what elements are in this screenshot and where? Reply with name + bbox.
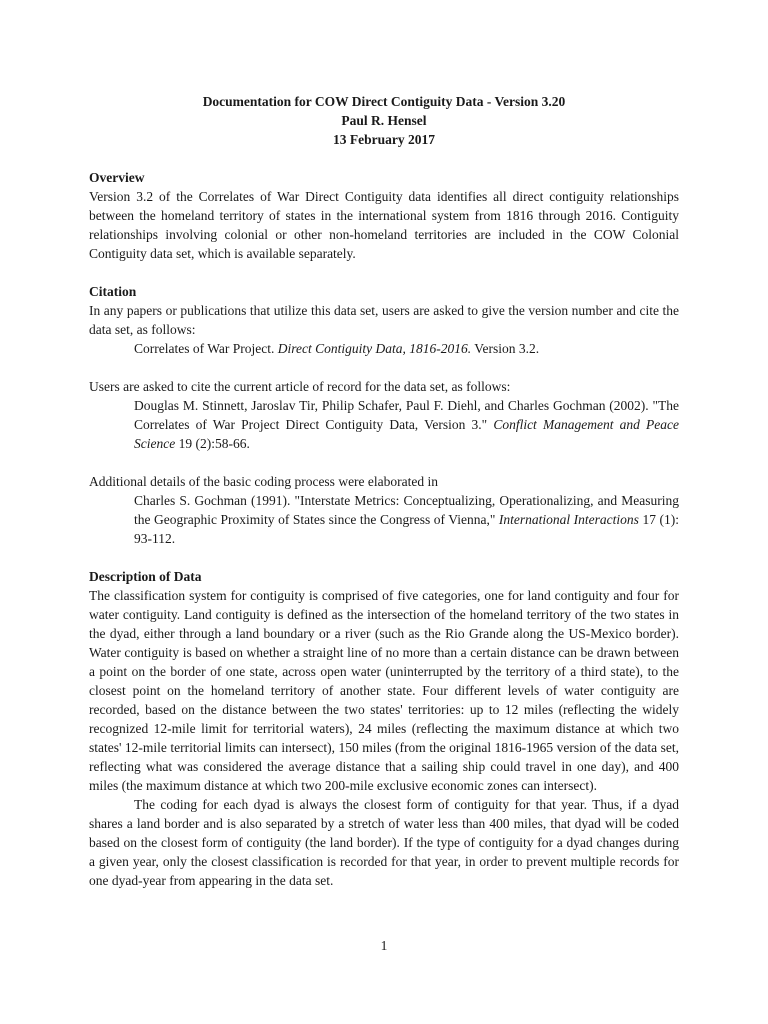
citation-intro: In any papers or publications that utilize this data set, users are asked to give the version number and cite the data set, as follows: [89, 303, 679, 337]
article-citation-journal: Conflict Management and Peace Science [134, 417, 679, 451]
additional-citation-author: Charles S. Gochman (1991). "Interstate Metrics: Conceptualizing, Operationalizing, and Measuring the Geographic Proximity of States since the Congress of Vienna," [134, 493, 679, 527]
document-author: Paul R. Hensel [341, 113, 427, 128]
additional-citation-journal: International Interactions [498, 512, 639, 527]
title-block [89, 92, 679, 149]
overview-heading: Overview [89, 170, 145, 185]
additional-citation-rest: 17 (1): 93-112. [134, 512, 679, 546]
article-intro: Users are asked to cite the current article of record for the data set, as follows: [89, 379, 511, 394]
description-section [89, 567, 679, 890]
dataset-citation-title: Direct Contiguity Data, 1816-2016. [277, 341, 472, 356]
overview-section [89, 168, 679, 263]
description-paragraph-1: The classification system for contiguity is comprised of five categories, one for land contiguity and four for water contiguity. Land contiguity is defined as the intersection of the homeland territory of the two states in the dyad, either through a land boundary or a river (such as the Rio Grande along the US-Mexico border). Water contiguity is based on whether a straight line of no more than a certain distance can be drawn between a point on the border of one state, across open water (uninterrupted by the territory of a third state), to the closest point on the homeland territory of another state. Four different levels of water contiguity are recorded, based on the distance between the two states' territories: up to 12 miles (reflecting the widely recognized 12-mile limit for territorial waters), 24 miles (reflecting the maximum distance at which two states' 12-mile territorial limits can intersect), 150 miles (from the original 1816-1965 version of the data set, reflecting what was considered the average distance that a sailing ship could travel in one day), and 400 miles (the maximum distance at which two 200-mile exclusive economic zones can intersect). [89, 588, 679, 793]
overview-text: Version 3.2 of the Correlates of War Direct Contiguity data identifies all direct contiguity relationships between the homeland territory of states in the international system from 1816 through 2016. Contiguity relationships involving colonial or other non-homeland territories are included in the COW Colonial Contiguity data set, which is available separately. [89, 189, 679, 261]
citation-section [89, 282, 679, 548]
page-number: 1 [380, 938, 388, 953]
dataset-citation [89, 339, 679, 358]
additional-citation [89, 491, 679, 548]
citation-heading: Citation [89, 284, 137, 299]
document-date: 13 February 2017 [333, 132, 435, 147]
additional-intro: Additional details of the basic coding process were elaborated in [89, 474, 439, 489]
description-paragraph-2: The coding for each dyad is always the closest form of contiguity for that year. Thus, if a dyad shares a land border and is also separated by a stretch of water less than 400 miles, that dyad will be coded based on the closest form of contiguity (the land border). If the type of contiguity for a dyad changes during a given year, only the closest classification is recorded for that year, in order to prevent multiple records for one dyad-year from appearing in the data set. [89, 797, 679, 888]
article-citation-author: Douglas M. Stinnett, Jaroslav Tir, Philip Schafer, Paul F. Diehl, and Charles Gochman (2002). "The Correlates of War Project Direct Contiguity Data, Version 3." [134, 398, 679, 432]
document-page [89, 92, 679, 890]
article-citation-rest: 19 (2):58-66. [175, 436, 250, 451]
article-citation [89, 396, 679, 453]
document-title: Documentation for COW Direct Contiguity Data - Version 3.20 [202, 94, 566, 109]
dataset-citation-author: Correlates of War Project. [134, 341, 278, 356]
dataset-citation-rest: Version 3.2. [471, 341, 540, 356]
description-heading: Description of Data [89, 569, 202, 584]
